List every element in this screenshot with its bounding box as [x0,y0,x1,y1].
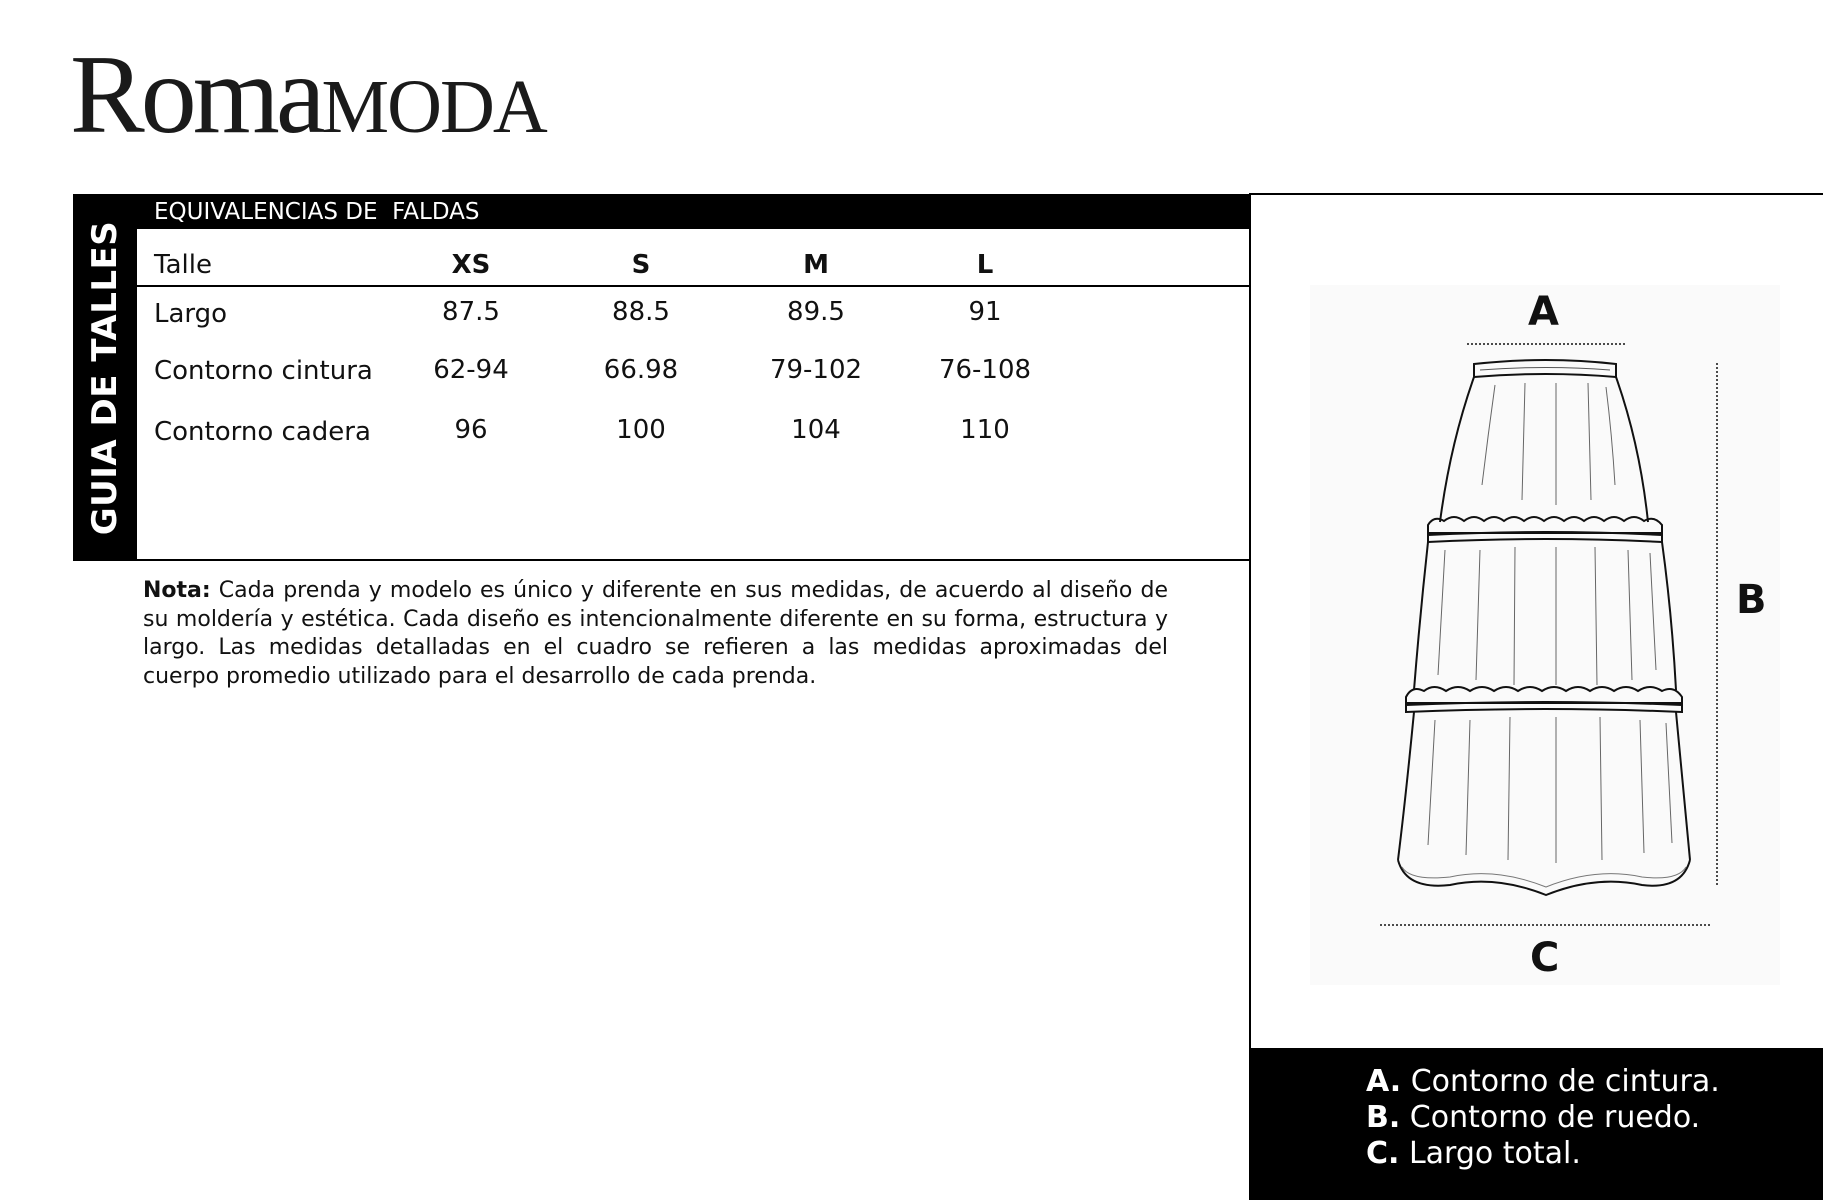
skirt-tier-3 [1398,712,1690,860]
header-size-l: L [976,250,994,280]
skirt-diagram [1310,285,1780,985]
skirt-tier-3-folds [1428,717,1672,863]
row-label-contorno-cadera: Contorno cadera [154,417,371,447]
dimension-label-a: A [1528,289,1559,335]
note-label: Nota: [143,578,211,603]
legend-item [1366,1136,1581,1172]
skirt-ruffle-2 [1406,687,1682,703]
row-label-largo: Largo [154,299,228,329]
skirt-ruffle-1 [1428,517,1662,533]
note-text: Cada prenda y modelo es único y diferente en sus medidas, de acuerdo al diseño de su moldería y estética. Cada diseño es intencionalmente diferente en su forma, estructura y largo. Las medidas detalladas en el cuadro se refieren a las medidas aproximadas del cuerpo promedio utilizado para el desarrollo de cada prenda. [143,578,1168,689]
brand-logo [70,33,546,157]
table-cell: 104 [791,415,841,445]
table-cell: 88.5 [612,297,670,327]
header-size-label: Talle [154,250,212,280]
table-cell: 76-108 [938,355,1032,385]
table-cell: 100 [616,415,666,445]
brand-logo-part1: Roma [70,33,322,157]
table-cell: 91 [968,297,1002,327]
legend-item [1366,1100,1700,1136]
table-title-bar: EQUIVALENCIAS DE FALDAS [137,194,1250,229]
dimension-label-b: B [1736,577,1767,623]
skirt-waistband-stitch [1480,368,1610,371]
skirt-tier-2-folds [1438,547,1656,685]
header-size-s: S [631,250,651,280]
note-paragraph [143,577,1168,691]
legend-box [1251,1048,1823,1200]
header-size-m: M [803,250,829,280]
skirt-hem-inner [1402,867,1686,887]
table-cell: 62-94 [433,355,509,385]
skirt-tier-1 [1440,377,1648,522]
dimension-label-c: C [1530,935,1560,981]
table-bottom-rule [73,559,1250,561]
panel-border-top [1249,193,1823,195]
legend-key: C. [1366,1136,1400,1171]
legend-item [1366,1064,1720,1100]
size-guide-side-band [73,194,137,561]
header-divider [137,285,1250,287]
table-cell: 110 [960,415,1010,445]
legend-key: A. [1366,1064,1402,1099]
legend-text: Largo total. [1399,1136,1581,1171]
legend-text: Contorno de cintura. [1401,1064,1720,1099]
table-cell: 87.5 [442,297,500,327]
table-cell: 96 [454,415,488,445]
legend-key: B. [1366,1100,1401,1135]
skirt-tier-2 [1414,542,1676,690]
legend-text: Contorno de ruedo. [1400,1100,1701,1135]
table-cell: 89.5 [787,297,845,327]
brand-logo-part2: MODA [321,65,546,149]
row-label-contorno-cintura: Contorno cintura [154,356,373,386]
header-size-xs: XS [451,250,491,280]
table-cell: 66.98 [603,355,679,385]
size-guide-label: GUIA DE TALLES [85,220,125,535]
table-cell: 79-102 [769,355,863,385]
skirt-tier-1-folds [1482,383,1615,505]
